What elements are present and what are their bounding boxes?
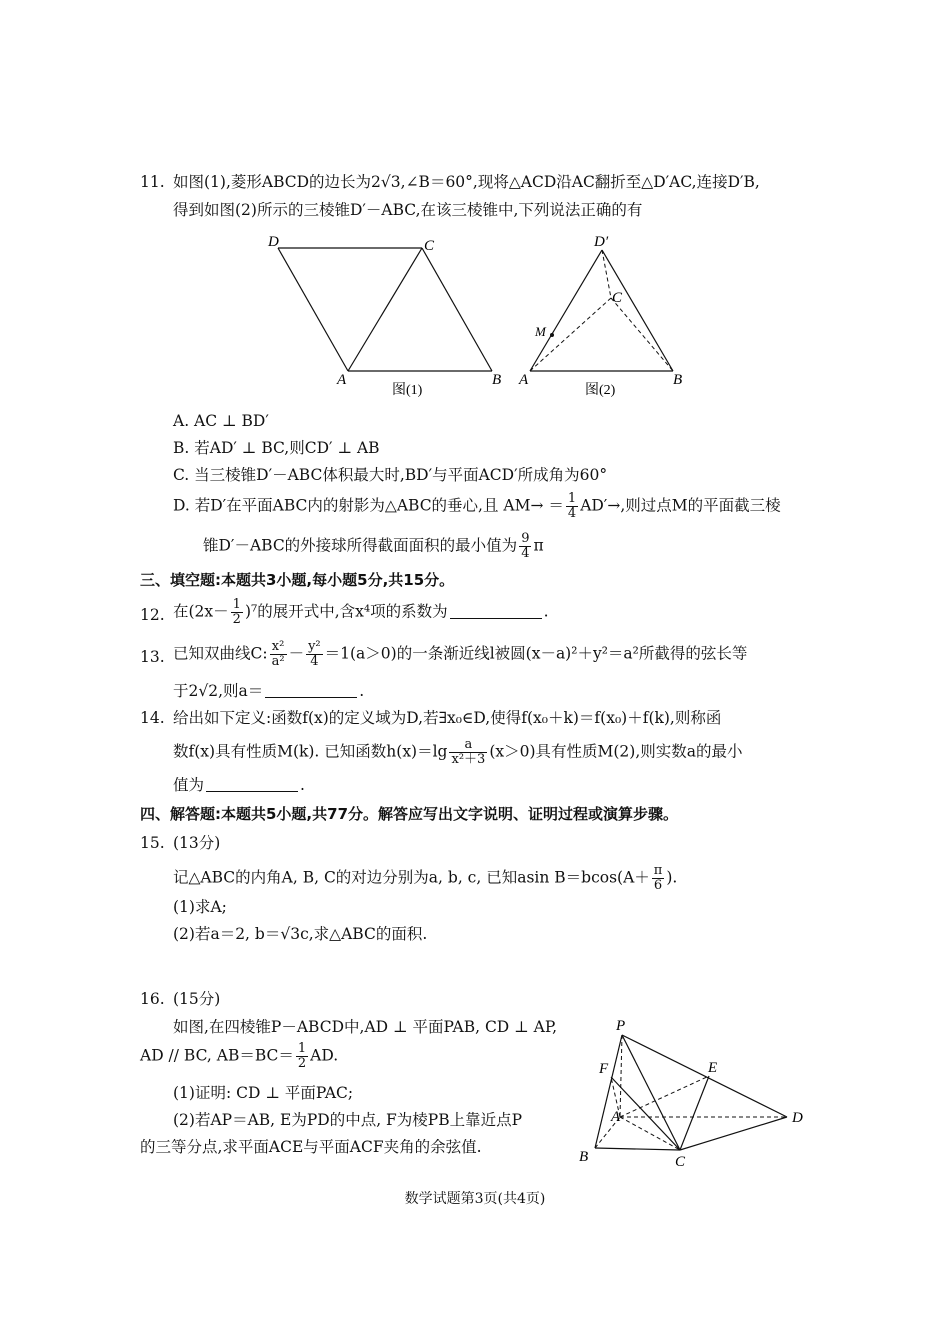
q11-option-d-pre: D. 若D′在平面ABC内的射影为△ABC的垂心,且 AM→ ＝ <box>173 496 564 515</box>
q11-line2: 得到如图(2)所示的三棱锥D′－ABC,在该三棱锥中,下列说法正确的有 <box>173 201 643 219</box>
fig2-label-b: B <box>673 372 683 388</box>
q11-option-d-post: AD′→,则过点M的平面截三棱 <box>580 496 781 515</box>
fraction: $\frac{\text{x²}}{\text{a²}}$ <box>271 639 285 669</box>
fig2-caption: 图(2) <box>585 383 616 398</box>
fig1-label-a: A <box>337 372 347 388</box>
fig16-label-a: A <box>611 1109 621 1125</box>
q11-option-a: A. AC ⊥ BD′ <box>173 412 269 430</box>
fig1-caption: 图(1) <box>392 383 423 398</box>
q11-figure-2 <box>515 228 695 400</box>
q11-option-b: B. 若AD′ ⊥ BC,则CD′ ⊥ AB <box>173 439 380 457</box>
fraction: $\frac{1}{4}$ <box>567 491 577 521</box>
q11-number: 11. <box>140 173 165 191</box>
fraction: $\frac{a}{\text{x²＋3}}$ <box>451 737 486 767</box>
fig2-label-dprime: D′ <box>594 234 609 250</box>
q12-text: 在(2x－ $\frac{1}{2}$ )⁷的展开式中,含x⁴项的系数为 . <box>173 597 549 627</box>
q14-number: 14. <box>140 709 165 727</box>
q13-line2: 于2√2,则a＝ . <box>173 682 365 700</box>
answer-blank[interactable] <box>265 683 357 698</box>
q14-line1: 给出如下定义:函数f(x)的定义域为D,若∃x₀∈D,使得f(x₀＋k)＝f(x₀)＋f(k),则称函 <box>173 709 722 727</box>
q11-option-c: C. 当三棱锥D′－ABC体积最大时,BD′与平面ACD′所成角为60° <box>173 466 608 484</box>
q11-option-d-line2: 锥D′－ABC的外接球所得截面面积的最小值为 $\frac{9}{4}$ π <box>203 531 544 561</box>
q16-number: 16. <box>140 990 165 1008</box>
q16-part-1: (1)证明: CD ⊥ 平面PAC; <box>173 1084 354 1102</box>
q16-line1: 如图,在四棱锥P－ABCD中,AD ⊥ 平面PAB, CD ⊥ AP, <box>173 1018 558 1036</box>
q16-line2: AD // BC, AB＝BC＝ $\frac{1}{2}$ AD. <box>140 1041 339 1071</box>
fig16-label-b: B <box>579 1149 589 1165</box>
q16-part-3: 的三等分点,求平面ACE与平面ACF夹角的余弦值. <box>140 1138 482 1156</box>
fig16-label-e: E <box>708 1060 718 1076</box>
fig1-label-d: D <box>268 234 279 250</box>
q13-number: 13. <box>140 648 165 666</box>
q13-text: 已知双曲线C: $\frac{\text{x²}}{\text{a²}}$ － $\frac{\text{y²}}{4}$ ＝1(a＞0)的一条渐近线l被圆(x－a)²＋y²＝a²所截得的弦长等 <box>173 639 748 669</box>
q11-option-d <box>173 492 781 521</box>
q16-part-2: (2)若AP＝AB, E为PD的中点, F为棱PB上靠近点P <box>173 1111 523 1129</box>
fraction: $\frac{9}{4}$ <box>521 531 530 561</box>
page-footer: 数学试题第3页(共4页) <box>404 1191 546 1207</box>
fig2-label-c: C <box>612 290 623 306</box>
fig1-label-b: B <box>492 372 502 388</box>
q11-figure-1 <box>262 228 512 400</box>
q11-line1: 如图(1),菱形ABCD的边长为2√3,∠B＝60°,现将△ACD沿AC翻折至△D′AC,连接D′B, <box>173 173 760 191</box>
fraction: $\frac{\text{y²}}{4}$ <box>308 639 321 669</box>
fraction: $\frac{1}{2}$ <box>297 1041 307 1071</box>
fig1-label-c: C <box>424 238 435 254</box>
fig16-label-f: F <box>599 1061 609 1077</box>
answer-blank[interactable] <box>450 604 542 619</box>
q15-number: 15. <box>140 834 165 852</box>
fraction: $\frac{\pi}{6}$ <box>653 863 663 893</box>
fig16-label-c: C <box>675 1154 686 1170</box>
fig16-label-p: P <box>616 1018 626 1034</box>
section-3-heading: 三、填空题:本题共3小题,每小题5分,共15分。 <box>140 571 455 589</box>
q15-part-1: (1)求A; <box>173 898 227 916</box>
fraction: $\frac{1}{2}$ <box>232 597 241 627</box>
q14-line2: 数f(x)具有性质M(k). 已知函数h(x)＝lg $\frac{a}{\text{x²＋3}}$ (x＞0)具有性质M(2),则实数a的最小 <box>173 737 743 767</box>
fig2-label-a: A <box>519 372 529 388</box>
q14-line3: 值为 . <box>173 776 305 794</box>
section-4-heading: 四、解答题:本题共5小题,共77分。解答应写出文字说明、证明过程或演算步骤。 <box>140 805 679 823</box>
q15-stem: 记△ABC的内角A, B, C的对边分别为a, b, c, 已知asin B＝bcos(A＋ $\frac{\pi}{6}$ ). <box>173 863 678 893</box>
q15-score: (13分) <box>173 834 221 852</box>
q15-part-2: (2)若a＝2, b＝√3c,求△ABC的面积. <box>173 925 428 943</box>
q12-number: 12. <box>140 606 165 624</box>
fig2-label-m: M <box>535 324 546 339</box>
answer-blank[interactable] <box>206 777 298 792</box>
q16-figure <box>575 1015 815 1170</box>
q16-score: (15分) <box>173 990 221 1008</box>
fig16-label-d: D <box>792 1110 803 1126</box>
